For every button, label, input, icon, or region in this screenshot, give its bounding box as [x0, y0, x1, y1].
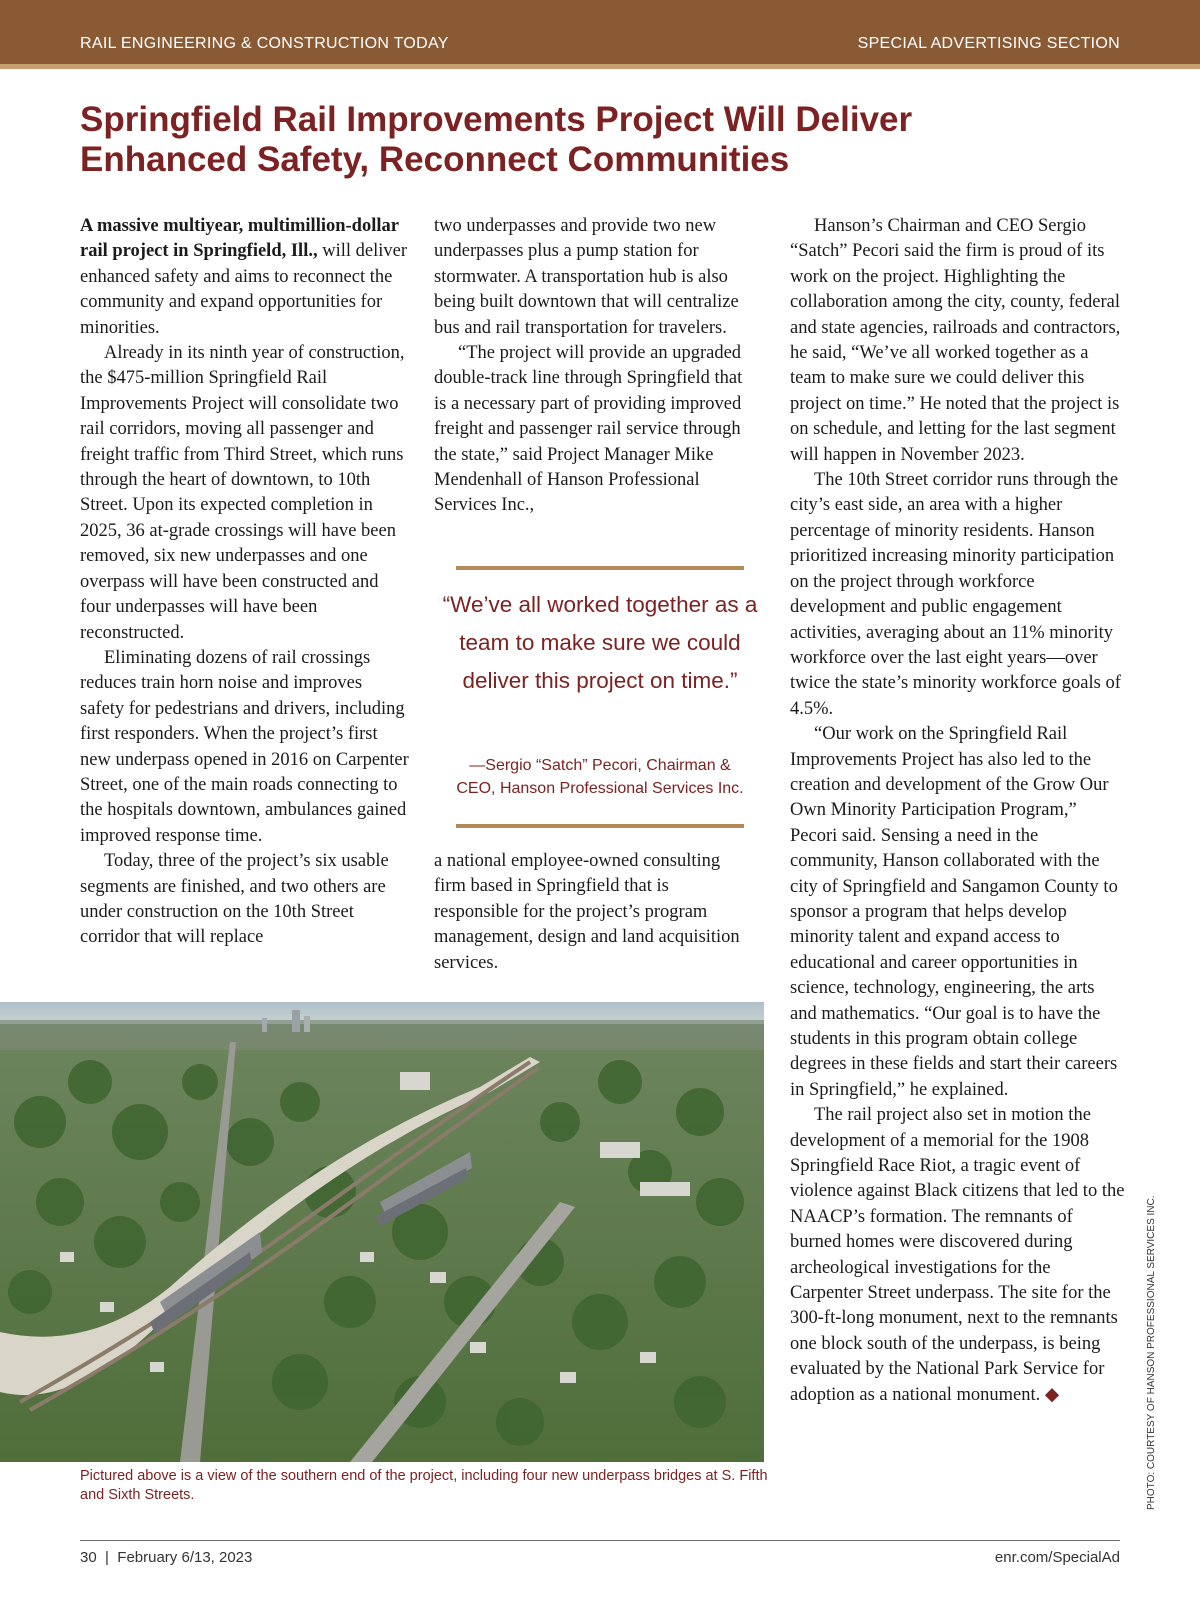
page-number: 30 [80, 1549, 97, 1566]
footer-separator: | [105, 1549, 109, 1566]
article-column-2-bottom [434, 849, 754, 976]
paragraph-5: “The project will provide an upgraded double-track line through Springfield that is a necessary part of providing improved freight and passenger rail service through the state,” said Project Manager Mike Mendenhall of Hanson Professional Services Inc., [434, 343, 743, 516]
headline-line-2: Enhanced Safety, Reconnect Communities [80, 140, 790, 179]
paragraph-7: The 10th Street corridor runs through the city’s east side, an area with a higher percentage of minority residents. Hanson prioritized increasing minority participation on the project through workforce development and public engagement activities, averaging about an 11% minority workforce over the last eight years—over twice the state’s minority workforce goals of 4.5%. [790, 470, 1121, 719]
pull-quote-attribution [440, 754, 760, 800]
paragraph-5-continued: a national employee-owned consulting firm based in Springfield that is responsible for the project’s program management, design and land acquisition services. [434, 851, 740, 973]
pull-quote-top-rule [456, 566, 744, 570]
paragraph-4: Today, three of the project’s six usable segments are finished, and two others are under construction on the 10th Street corridor that will replace [80, 851, 389, 948]
pull-quote: “We’ve all worked together as a team to make sure we could deliver this project on time.” [442, 592, 758, 693]
issue-date: February 6/13, 2023 [117, 1549, 253, 1566]
pull-quote-attribution-line-2: CEO, Hanson Professional Services Inc. [456, 780, 744, 797]
header-bar [0, 0, 1200, 64]
paragraph-4-continued: two underpasses and provide two new underpasses plus a pump station for stormwater. A transportation hub is also being built downtown that will centralize bus and rail transportation for travelers. [434, 216, 739, 338]
paragraph-8: “Our work on the Springfield Rail Improvements Project has also led to the creation and development of the Grow Our Own Minority Participation Program,” Pecori said. Sensing a need in the community, Hanson collaborated with the city of Springfield and Sangamon County to sponsor a program that helps develop minority talent and expand access to educational and career opportunities in science, technology, engineering, the arts and mathematics. “Our goal is to have the students in this program obtain college degrees in these fields and start their careers in Springfield,” he explained. [790, 724, 1118, 1100]
article-column-2-top [434, 214, 754, 519]
lead-paragraph [80, 214, 410, 341]
aerial-photo [0, 1002, 764, 1462]
header-accent-line [0, 64, 1200, 69]
photo-caption: Pictured above is a view of the southern end of the project, including four new underpass bridges at S. Fifth and Sixth Streets. [80, 1468, 768, 1503]
pull-quote-bottom-rule [456, 824, 744, 828]
headline [80, 100, 1080, 180]
end-mark-icon: ◆ [1044, 1384, 1060, 1405]
photo-credit: PHOTO: COURTESY OF HANSON PROFESSIONAL SERVICES INC. [1146, 1195, 1157, 1510]
article-column-1 [80, 214, 410, 951]
article-column-3 [790, 214, 1125, 1408]
publication-name: RAIL ENGINEERING & CONSTRUCTION TODAY [80, 35, 449, 52]
pull-quote-attribution-line-1: —Sergio “Satch” Pecori, Chairman & [469, 757, 731, 774]
paragraph-3: Eliminating dozens of rail crossings reduces train horn noise and improves safety for pedestrians and drivers, including first responders. When the project’s first new underpass opened in 2016 on Carpenter Street, one of the main roads connecting to the hospitals downtown, ambulances gained improved response time. [80, 647, 409, 846]
paragraph-9-text: The rail project also set in motion the development of a memorial for the 1908 Springfield Race Riot, a tragic event of violence against Black citizens that led to the NAACP’s formation. The remnants of burned homes were discovered during archeological investigations for the Carpenter Street underpass. The site for the 300-ft-long monument, next to the remnants one block south of the underpass, is being evaluated by the National Park Service for adoption as a national monument. [790, 1105, 1125, 1405]
paragraph-6: Hanson’s Chairman and CEO Sergio “Satch” Pecori said the firm is proud of its work on the project. Highlighting the collaboration among the city, county, federal and state agencies, railroads and contractors, he said, “We’ve all worked together as a team to make sure we could deliver this project on time.” He noted that the project is on schedule, and letting for the last segment will happen in November 2023. [790, 216, 1121, 465]
paragraph-2: Already in its ninth year of construction, the $475-million Springfield Rail Improvements Project will consolidate two rail corridors, moving all passenger and freight traffic from Third Street, which runs through the heart of downtown, to 10th Street. Upon its expected completion in 2025, 36 at-grade crossings will have been removed, six new underpasses and one overpass will have been constructed and four underpasses will have been reconstructed. [80, 343, 405, 643]
footer-url: enr.com/SpecialAd [994, 1549, 1120, 1566]
paragraph-9 [790, 1103, 1125, 1408]
footer-rule [80, 1540, 1120, 1541]
footer-page-info [80, 1549, 252, 1566]
headline-line-1: Springfield Rail Improvements Project Will Deliver [80, 100, 913, 139]
section-label: SPECIAL ADVERTISING SECTION [857, 35, 1120, 52]
lead-bold: A massive multiyear, multimillion-dollar rail project in Springfield, Ill., [80, 216, 399, 262]
lead-rest: will deliver enhanced safety and aims to reconnect the community and expand opportunities for minorities. [80, 241, 407, 338]
